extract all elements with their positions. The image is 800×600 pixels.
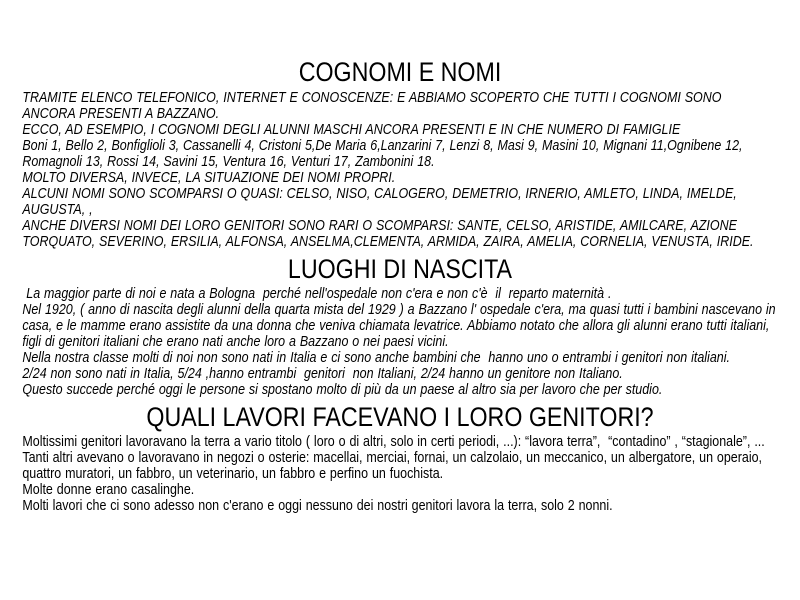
paragraph-lavori-negozi: Tanti altri avevano o lavoravano in negozi o osterie: macellai, merciai, fornai, un calzolaio, un meccanico, un albergatore, un operaio, quattro muratori, un fabbro, un veterinario, un fabbro e perfino un fuochista. [22, 450, 766, 482]
section-heading-luoghi-di-nascita: LUOGHI DI NASCITA [287, 254, 513, 284]
paragraph-lavori-casalinghe: Molte donne erano casalinghe. [22, 482, 195, 498]
paragraph-cognomi-intro: TRAMITE ELENCO TELEFONICO, INTERNET E CONOSCENZE: E ABBIAMO SCOPERTO CHE TUTTI I COGNOMI SONO ANCORA PRESENTI A BAZZANO. [22, 90, 725, 122]
paragraph-nascita-bologna: La maggior parte di noi e nata a Bologna perché nell'ospedale non c'era e non c'è il reparto maternità . [22, 286, 612, 302]
paragraph-nascita-1920: Nel 1920, ( anno di nascita degli alunni della quarta mista del 1929 ) a Bazzano l' ospedale c'era, ma quasi tutti i bambini nascevano in casa, e le mamme erano assistite da una donna che veniva chiamata levatrice. Abbiamo notato che allora gli alunni erano tutti italiani, figli di genitori italiani che erano nati anche loro a Bazzano o nei paesi vicini. [22, 302, 780, 350]
paragraph-lavori-terra: Moltissimi genitori lavoravano la terra a vario titolo ( loro o di altri, solo in certi periodi, ...): “lavora terra”, “contadino” , “stagionale”, ... [22, 434, 765, 450]
paragraph-nascita-classe: Nella nostra classe molti di noi non sono nati in Italia e ci sono anche bambini che hanno uno o entrambi i genitori non italiani. [22, 350, 730, 366]
paragraph-nomi-scomparsi: ALCUNI NOMI SONO SCOMPARSI O QUASI: CELSO, NISO, CALOGERO, DEMETRIO, IRNERIO, AMLETO, LINDA, IMELDE, AUGUSTA, , [22, 186, 741, 218]
paragraph-cognomi-list: Boni 1, Bello 2, Bonfiglioli 3, Cassanelli 4, Cristoni 5,De Maria 6,Lanzarini 7, Lenzi 8, Masi 9, Masini 10, Mignani 11,Ognibene 12, Romagnoli 13, Rossi 14, Savini 15, Ventura 16, Venturi 17, Zambonini 18. [22, 138, 747, 170]
paragraph-nomi-molto-diversa: MOLTO DIVERSA, INVECE, LA SITUAZIONE DEI NOMI PROPRI. [22, 170, 396, 186]
section-heading-quali-lavori: QUALI LAVORI FACEVANO I LORO GENITORI? [146, 402, 654, 432]
paragraph-nomi-genitori: ANCHE DIVERSI NOMI DEI LORO GENITORI SONO RARI O SCOMPARSI: SANTE, CELSO, ARISTIDE, AMILCARE, AZIONE TORQUATO, SEVERINO, ERSILIA, ALFONSA, ANSELMA,CLEMENTA, ARMIDA, ZAIRA, AMELIA, CORNELIA, VENUSTA, IRIDE. [22, 218, 754, 250]
document-content [0, 58, 800, 514]
paragraph-cognomi-ecco: ECCO, AD ESEMPIO, I COGNOMI DEGLI ALUNNI MASCHI ANCORA PRESENTI E IN CHE NUMERO DI FAMIGLIE [22, 122, 681, 138]
paragraph-lavori-adesso: Molti lavori che ci sono adesso non c'erano e oggi nessuno dei nostri genitori lavora la terra, solo 2 nonni. [22, 498, 613, 514]
paragraph-nascita-frazioni: 2/24 non sono nati in Italia, 5/24 ,hanno entrambi genitori non Italiani, 2/24 hanno un genitore non Italiano. [22, 366, 623, 382]
paragraph-nascita-succede: Questo succede perché oggi le persone si spostano molto di più da un paese al altro sia per lavoro che per studio. [22, 382, 663, 398]
page-title: COGNOMI E NOMI [298, 57, 502, 87]
